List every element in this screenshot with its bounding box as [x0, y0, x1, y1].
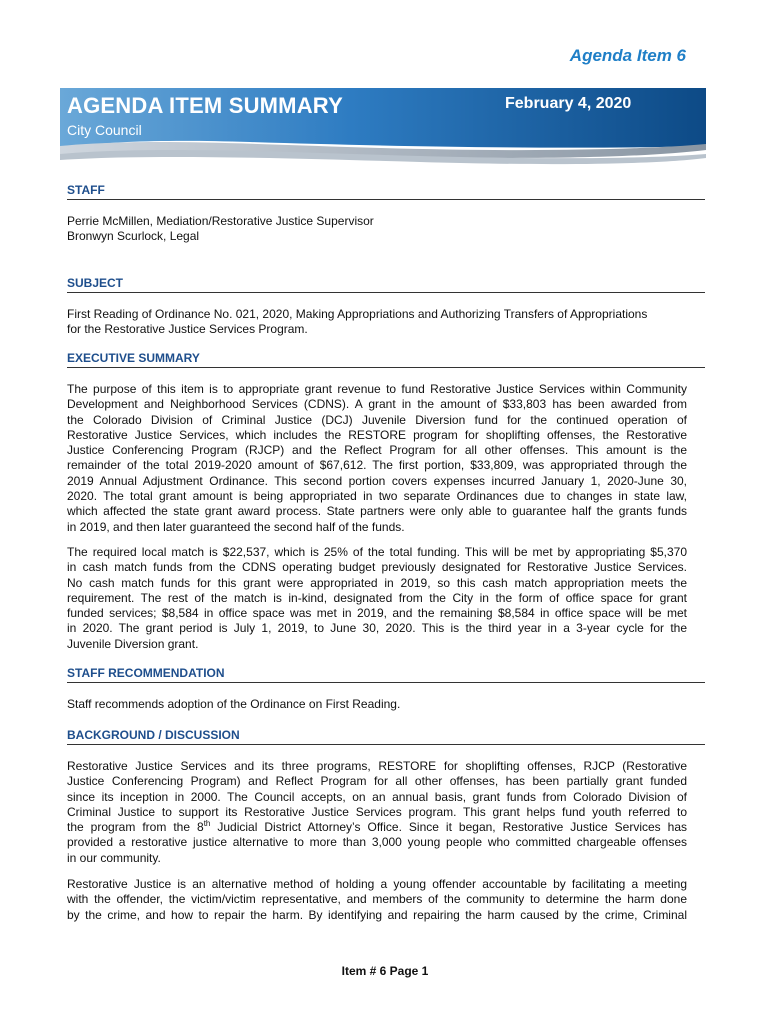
staff-recommendation-text: Staff recommends adoption of the Ordinance on First Reading. — [67, 697, 401, 711]
text-line: in 2019, and then later guaranteed the second half of the funds. — [67, 519, 405, 534]
text-line: in cash match funds from the CDNS operating budget previously designated for Restorative Justice Services. — [67, 560, 687, 575]
executive-summary-paragraph-1 — [67, 382, 687, 535]
text-line: since its inception in 2000. The Council accepts, on an annual basis, grant funds from Colorado Division of — [67, 789, 687, 804]
staff-member: Bronwyn Scurlock, Legal — [67, 229, 200, 244]
document-title: AGENDA ITEM SUMMARY — [67, 93, 343, 118]
executive-summary-heading: EXECUTIVE SUMMARY — [67, 351, 705, 368]
background-paragraph-2 — [67, 877, 687, 923]
text-line: 2020. The total grant amount is being appropriated in two separate Ordinances due to changes in state law, — [67, 489, 687, 504]
text-line: No cash match funds for this grant were appropriated in 2019, so this cash match appropriation meets the — [67, 575, 687, 590]
agenda-item-label: Agenda Item 6 — [569, 46, 686, 65]
text-line: Justice Conferencing Program) and Reflect Program for all other offenses, has been partially grant funded — [67, 774, 687, 789]
ordinal-suffix: th — [203, 819, 211, 829]
text-line: provided a restorative justice alternative to more than 3,000 young people who committed chargeable offenses — [67, 835, 687, 850]
background-paragraph-1 — [67, 759, 687, 866]
text-fragment: the program from the 8 — [67, 820, 204, 835]
subject-text — [67, 307, 687, 338]
text-line: Development and Neighborhood Services (CDNS). A grant in the amount of $33,803 has been awarded from — [67, 397, 687, 412]
text-line: Restorative Justice Services and its three programs, RESTORE for shoplifting offenses, RJCP (Restorative — [67, 759, 687, 773]
text-line: Justice Conferencing Program (RJCP) and the Reflect Program for all other offenses. This amount is the — [67, 443, 687, 458]
text-fragment: Judicial District Attorney’s Office. Since it began, Restorative Justice Services has — [210, 820, 687, 835]
subject-heading: SUBJECT — [67, 276, 705, 293]
subject-line: First Reading of Ordinance No. 021, 2020, Making Appropriations and Authorizing Transfers of Appropriations — [67, 307, 648, 321]
text-line: Restorative Justice is an alternative method of holding a young offender accountable by facilitating a meeting — [67, 877, 687, 891]
text-line: 2019 Annual Adjustment Ordinance. This second portion covers expenses incurred January 1, 2020-June 30, — [67, 473, 687, 488]
staff-heading: STAFF — [67, 183, 705, 200]
text-line: in 2020. The grant period is July 1, 2019, to June 30, 2020. This is the third year in a 3-year cycle for the — [67, 621, 687, 636]
text-line: with the offender, the victim/victim representative, and members of the community to determine the harm done — [67, 892, 687, 907]
text-line: Restorative Justice Services, which includes the RESTORE program for shoplifting offenses, the Restorative — [67, 427, 687, 442]
staff-member: Perrie McMillen, Mediation/Restorative Justice Supervisor — [67, 214, 374, 228]
text-line: by the crime, and how to repair the harm. By identifying and repairing the harm caused by the crime, Criminal — [67, 907, 687, 922]
header-banner — [0, 0, 770, 180]
meeting-date: February 4, 2020 — [505, 95, 632, 112]
background-heading: BACKGROUND / DISCUSSION — [67, 728, 705, 745]
staff-list — [67, 214, 687, 245]
text-line: Criminal Justice to support its Restorative Justice Services program. This grant helps fund youth referred to — [67, 804, 687, 819]
executive-summary-paragraph-2 — [67, 545, 687, 652]
text-line: requirement. The rest of the match is in-kind, designated from the City in the form of office space for grant — [67, 590, 687, 605]
text-line: Juvenile Diversion grant. — [67, 636, 199, 651]
text-line: in our community. — [67, 850, 161, 865]
text-line: The purpose of this item is to appropriate grant revenue to fund Restorative Justice Services within Community — [67, 382, 687, 396]
text-line — [67, 820, 687, 835]
text-line: remainder of the total 2019-2020 amount of $67,612. The first portion, $33,809, was appropriated through the — [67, 458, 687, 473]
text-line: the Colorado Division of Criminal Justice (DCJ) Juvenile Diversion fund for the continued operation of — [67, 412, 687, 427]
page-footer: Item # 6 Page 1 — [341, 964, 429, 978]
text-line: which affected the state grant award process. State partners were only able to guarantee half the grants funds — [67, 504, 687, 519]
document-subtitle: City Council — [67, 122, 142, 138]
text-line: funded services; $8,584 in office space was met in 2019, and the remaining $8,584 in office space will be met — [67, 606, 687, 621]
text-line: The required local match is $22,537, which is 25% of the total funding. This will be met by appropriating $5,370 — [67, 545, 687, 559]
staff-recommendation-heading: STAFF RECOMMENDATION — [67, 666, 705, 683]
subject-line: for the Restorative Justice Services Program. — [67, 322, 308, 337]
